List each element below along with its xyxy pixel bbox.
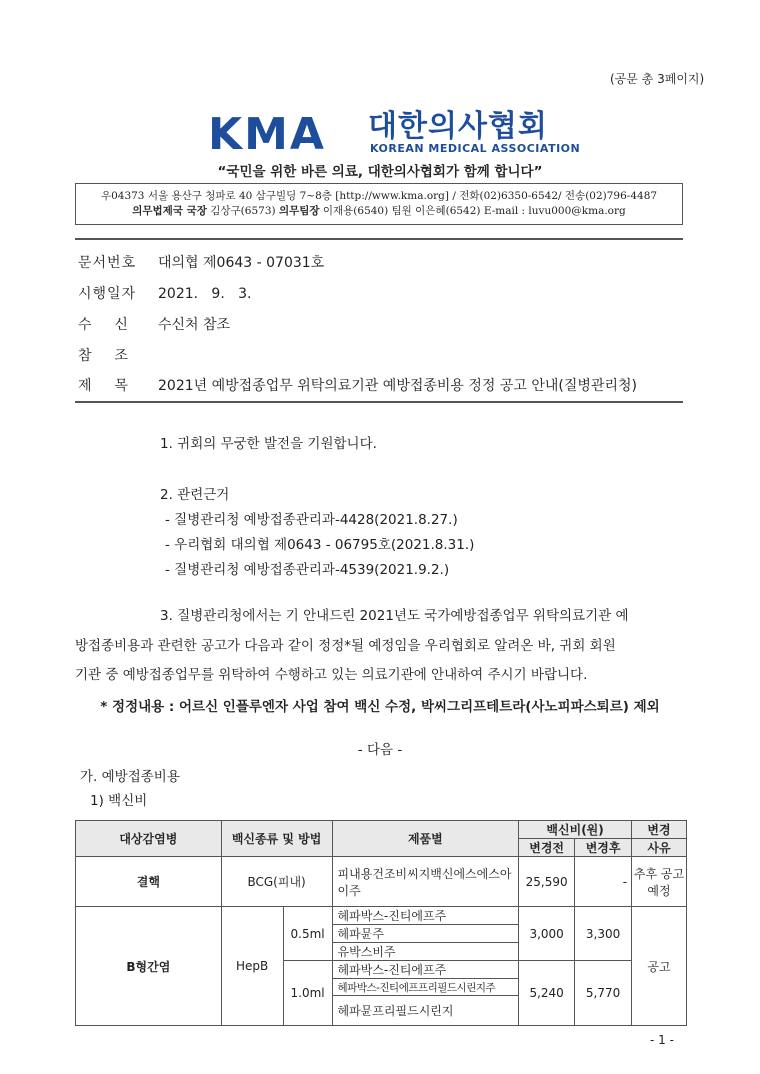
team-value: 이재용(6540) 팀원 이은혜(6542) E-mail : luvu000@kma.org (322, 205, 626, 217)
address-box (75, 183, 683, 225)
kma-logo-mark: KMA (208, 109, 326, 160)
col-after: 변경후 (575, 839, 632, 857)
product-cell: 헤파박스-진티에프주 (332, 907, 519, 925)
item-3-line3: 기관 중 예방접종업무를 위탁하여 수행하고 있는 의료기관에 안내하여 주시기 바랍니다. (75, 667, 588, 683)
section-ga: 가. 예방접종비용 (80, 769, 180, 785)
product-cell: 유박스비주 (332, 943, 519, 961)
recipient-label: 수 신 (78, 317, 129, 333)
col-disease: 대상감염병 (76, 821, 222, 857)
item-1: 1. 귀회의 무궁한 발전을 기원합니다. (160, 436, 377, 452)
address-line2 (76, 204, 682, 219)
product-cell: 헤파뮨주 (332, 925, 519, 943)
dose-cell: 1.0ml (283, 961, 332, 1026)
before-cell: 5,240 (519, 961, 575, 1026)
vaccine-price-table (75, 820, 687, 1026)
subject-value: 2021년 예방접종업무 위탁의료기관 예방접종비용 정정 공고 안내(질병관리청) (158, 378, 637, 394)
date-value: 2021. 9. 3. (158, 286, 252, 302)
reason-cell: 추후 공고 예정 (632, 857, 687, 907)
address-line1: 우04373 서울 용산구 청파로 40 삼구빌딩 7~8층 [http://www.kma.org] / 전화(02)6350-6542/ 전송(02)796-4487 (100, 190, 658, 202)
date-row (78, 283, 252, 303)
reference-1: - 질병관리청 예방접종관리과-4428(2021.8.27.) (165, 512, 458, 528)
page-number: - 1 - (650, 1033, 674, 1047)
reference-2: - 우리협회 대의협 제0643 - 06795호(2021.8.31.) (165, 537, 475, 553)
item-2: 2. 관련근거 (160, 487, 230, 503)
correction-notice: * 정정내용 : 어르신 인플루엔자 사업 참여 백신 수정, 박씨그리프테트라(사노피파스퇴르) 제외 (100, 699, 660, 715)
reason-cell: 공고 (632, 907, 687, 1026)
recipient-row (78, 314, 230, 334)
following-heading: - 다음 - (357, 742, 403, 758)
item-3-line1: 3. 질병관리청에서는 기 안내드린 2021년도 국가예방접종업무 위탁의료기관 예 (160, 608, 629, 624)
col-vaccine: 백신종류 및 방법 (221, 821, 332, 857)
section-1: 1) 백신비 (90, 793, 148, 809)
slogan: “국민을 위한 바른 의료, 대한의사협회가 함께 합니다” (217, 164, 543, 180)
col-product: 제품별 (332, 821, 519, 857)
kma-logo-korean: 대한의사협회 (368, 109, 548, 144)
after-cell: 3,300 (575, 907, 632, 961)
vaccine-cell: HepB (221, 907, 283, 1026)
vaccine-cell: BCG(피내) (221, 857, 332, 907)
col-before: 변경전 (519, 839, 575, 857)
subject-label: 제 목 (78, 378, 129, 394)
reference-row (78, 345, 158, 365)
disease-cell: B형간염 (76, 907, 222, 1026)
table-row (76, 857, 687, 907)
product-cell: 헤파박스-진티에프주 (332, 961, 519, 979)
reference-3: - 질병관리청 예방접종관리과-4539(2021.9.2.) (165, 562, 450, 578)
col-price: 백신비(원) (519, 821, 632, 839)
disease-cell: 결핵 (76, 857, 222, 907)
after-cell: 5,770 (575, 961, 632, 1026)
dose-cell: 0.5ml (283, 907, 332, 961)
table-row (76, 907, 687, 925)
subject-row (78, 375, 637, 395)
dept-value: 김상구(6573) (210, 205, 276, 217)
col-reason: 사유 (632, 839, 687, 857)
before-cell: 25,590 (519, 857, 575, 907)
kma-logo-english: KOREAN MEDICAL ASSOCIATION (370, 142, 581, 155)
date-label: 시행일자 (78, 286, 137, 302)
team-label: 의무팀장 (278, 205, 320, 217)
recipient-value: 수신처 참조 (158, 317, 231, 333)
dept-label: 의무법제국 국장 (132, 205, 207, 217)
before-cell: 3,000 (519, 907, 575, 961)
product-cell: 헤파뮨프리필드시린지 (332, 996, 519, 1026)
product-cell: 피내용건조비씨지백신에스에스아이주 (332, 857, 519, 907)
after-cell: - (575, 857, 632, 907)
doc-number-row (78, 252, 324, 272)
reference-label: 참 조 (78, 348, 129, 364)
divider-header (75, 401, 683, 403)
page-count: (공문 총 3페이지) (610, 72, 705, 86)
doc-number: 대의협 제0643 - 07031호 (158, 255, 325, 271)
item-3-line2: 방접종비용과 관련한 공고가 다음과 같이 정정*될 예정임을 우리협회로 알려온 바, 귀회 회원 (75, 638, 616, 654)
doc-number-label: 문서번호 (78, 255, 137, 271)
col-change: 변경 (632, 821, 687, 839)
product-cell: 헤파박스-진티에프프리필드시린지주 (332, 979, 519, 996)
divider-top (75, 238, 683, 240)
